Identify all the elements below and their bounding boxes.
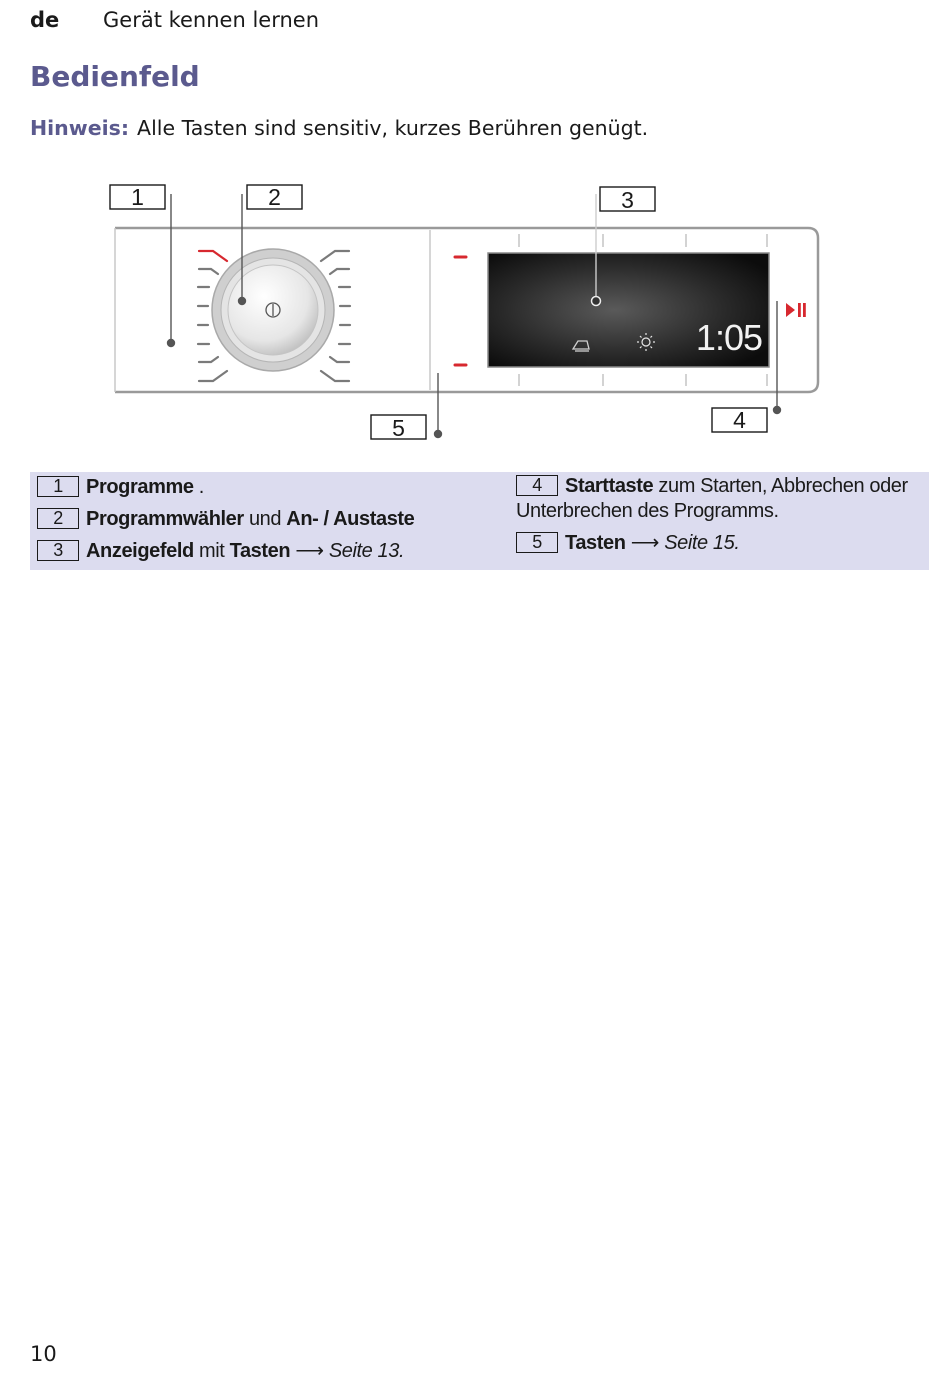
legend-number: 3	[37, 540, 79, 561]
legend-box	[30, 472, 929, 570]
note-text: Alle Tasten sind sensitiv, kurzes Berühren genügt.	[137, 116, 649, 140]
legend-item-5	[516, 530, 740, 556]
arrow-icon: ⟶	[625, 532, 665, 554]
callout-5	[371, 415, 426, 441]
svg-text:3: 3	[621, 187, 634, 213]
svg-text:4: 4	[733, 407, 746, 433]
legend-text: .	[193, 476, 204, 498]
program-selector-knob[interactable]	[212, 249, 334, 371]
note	[30, 116, 648, 140]
callout-3	[600, 187, 655, 213]
svg-text:1: 1	[131, 184, 144, 210]
legend-number: 2	[37, 508, 79, 529]
note-label: Hinweis:	[30, 116, 130, 140]
chapter-title: Gerät kennen lernen	[103, 8, 320, 32]
legend-term: Programmwähler	[86, 508, 244, 530]
legend-term: An- / Austaste	[286, 508, 415, 530]
legend-number: 4	[516, 475, 558, 496]
legend-item-3	[37, 538, 404, 564]
arrow-icon: ⟶	[290, 540, 329, 562]
page-reference: Seite 15.	[664, 532, 740, 554]
legend-item-4	[516, 474, 921, 524]
legend-text: und	[243, 508, 287, 530]
section-title: Bedienfeld	[30, 60, 200, 93]
callout-1	[110, 184, 165, 210]
play-pause-icon[interactable]	[786, 303, 806, 317]
page-reference: Seite 13.	[328, 540, 405, 562]
legend-text: mit	[193, 540, 230, 562]
svg-text:5: 5	[392, 415, 405, 441]
callout-2	[247, 184, 302, 210]
legend-term: Tasten	[565, 532, 626, 554]
legend-term: Programme	[86, 476, 194, 498]
legend-number: 5	[516, 532, 558, 553]
legend-number: 1	[37, 476, 79, 497]
language-code: de	[30, 8, 60, 32]
legend-item-2	[37, 506, 414, 532]
callout-4	[712, 407, 767, 433]
legend-term: Anzeigefeld	[86, 540, 194, 562]
control-panel-diagram	[0, 170, 950, 450]
svg-text:2: 2	[268, 184, 281, 210]
legend-item-1	[37, 474, 204, 500]
legend-term: Tasten	[229, 540, 291, 562]
legend-text: zum Starten, Abbrechen oder Unterbrechen des Programms.	[516, 475, 908, 522]
page-number: 10	[30, 1342, 57, 1366]
display-time: 1:05	[695, 317, 762, 358]
display-panel	[488, 234, 769, 386]
legend-term: Starttaste	[565, 475, 654, 497]
